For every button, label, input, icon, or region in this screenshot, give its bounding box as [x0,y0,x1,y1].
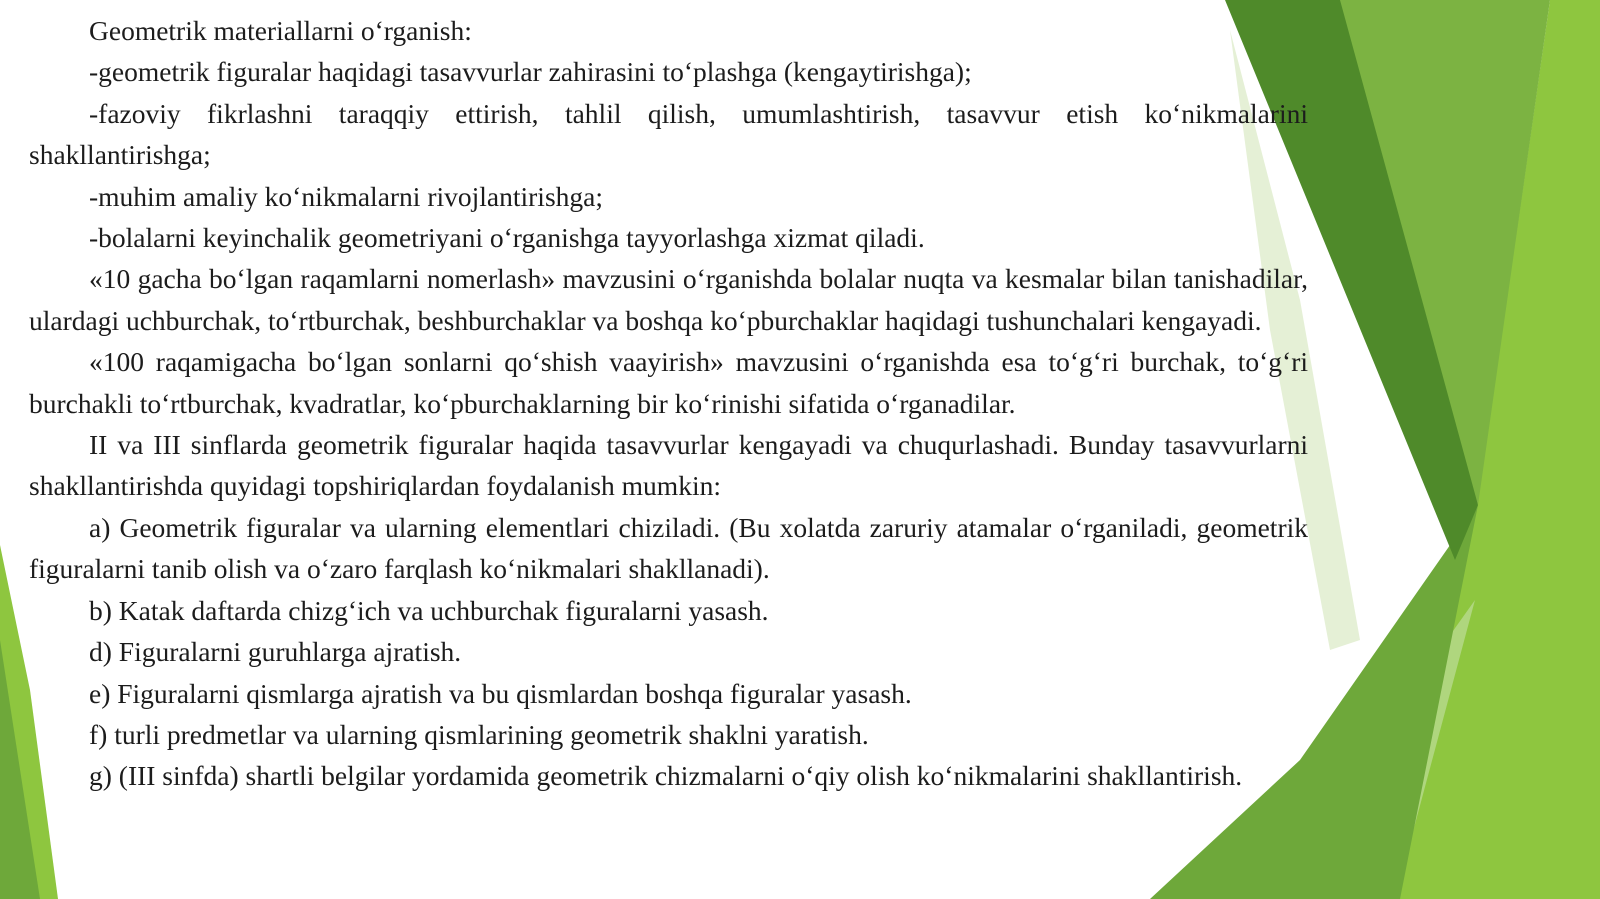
paragraph-text: II va III sinflarda geometrik figuralar haqida tasavvurlar kengayadi va chuqurlashadi. Bunday tasavvurlarni shakllantirishda quyidagi topshiriqlardan foydalanish mumkin: [29,429,1308,502]
paragraph-list-item: f) turli predmetlar va ularning qismlarining geometrik shaklni yaratish. [89,718,869,750]
paragraph-list-item: d) Figuralarni guruhlarga ajratish. [89,636,462,668]
paragraph-text: «100 raqamigacha bo‘lgan sonlarni qo‘shish vaayirish» mavzusini o‘rganishda esa to‘g‘ri burchak, to‘g‘ri burchakli to‘rtburchak, kvadratlar, ko‘pburchaklarning bir ko‘rinishi sifatida o‘rganadilar. [29,346,1308,419]
paragraph-heading: Geometrik materiallarni o‘rganish: [89,15,472,46]
paragraph-bullet: -muhim amaliy ko‘nikmalarni rivojlantirishga; [89,180,603,212]
paragraph-bullet: -bolalarni keyinchalik geometriyani o‘rganishga tayyorlashga xizmat qiladi. [89,222,925,254]
paragraph-text: «10 gacha bo‘lgan raqamlarni nomerlash» mavzusini o‘rganishda bolalar nuqta va kesmalar bilan tanishadilar, ulardagi uchburchak, to‘rtburchak, beshburchaklar va boshqa ko‘pburchaklar haqidagi tushunchalari kengayadi. [29,263,1308,336]
paragraph-bullet: -fazoviy fikrlashni taraqqiy ettirish, tahlil qilish, umumlashtirish, tasavvur etish ko‘nikmalarini shakllantirishga; [29,97,1308,171]
paragraph-list-item: g) (III sinfda) shartli belgilar yordamida geometrik chizmalarni o‘qiy olish ko‘nikmalarini shakllantirish. [89,760,1243,792]
paragraph-bullet: -geometrik figuralar haqidagi tasavvurlar zahirasini to‘plashga (kengaytirishga); [89,56,972,88]
slide-body-text [29,10,1308,797]
paragraph-list-item: a) Geometrik figuralar va ularning elementlari chiziladi. (Bu xolatda zaruriy atamalar o‘rganiladi, geometrik figuralarni tanib olish va o‘zaro farqlash ko‘nikmalari shakllanadi). [29,511,1308,585]
paragraph-list-item: b) Katak daftarda chizg‘ich va uchburchak figuralarni yasash. [89,594,769,626]
paragraph-list-item: e) Figuralarni qismlarga ajratish va bu qismlardan boshqa figuralar yasash. [89,677,912,709]
